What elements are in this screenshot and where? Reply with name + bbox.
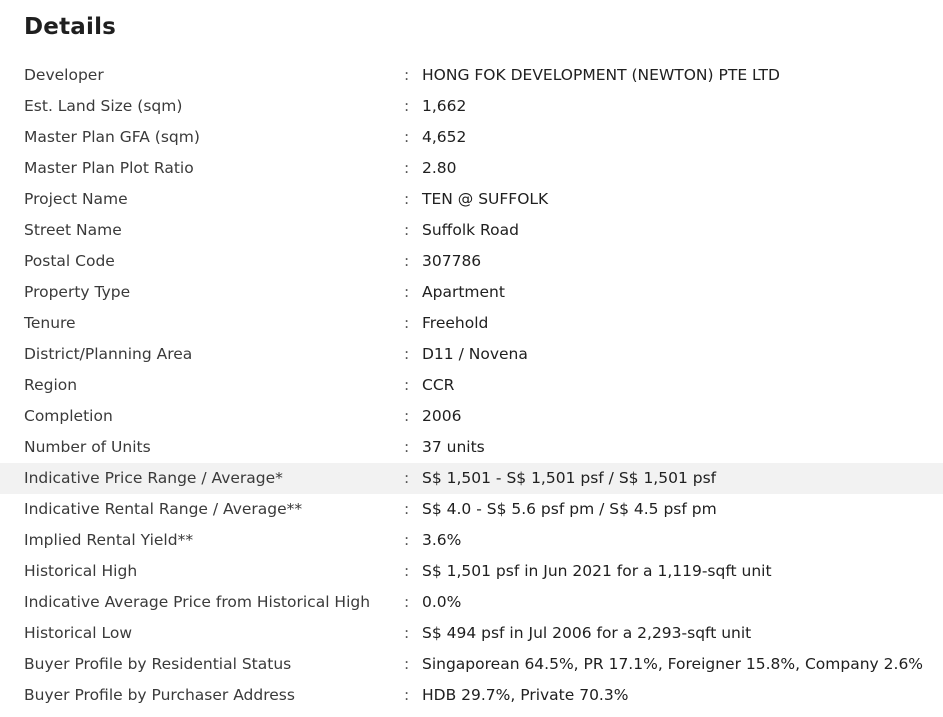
detail-row [0, 246, 943, 277]
detail-label: Indicative Price Range / Average* [24, 469, 283, 487]
detail-row [0, 556, 943, 587]
detail-label: Developer [24, 66, 104, 84]
detail-label: Project Name [24, 190, 128, 208]
detail-row [0, 122, 943, 153]
detail-value: Apartment [422, 283, 505, 301]
detail-row [0, 432, 943, 463]
detail-separator: : [404, 531, 410, 549]
detail-separator: : [404, 221, 410, 239]
detail-separator: : [404, 655, 410, 673]
detail-row [0, 153, 943, 184]
detail-separator: : [404, 97, 410, 115]
detail-row [0, 370, 943, 401]
detail-row [0, 401, 943, 432]
detail-label: Number of Units [24, 438, 151, 456]
detail-separator: : [404, 283, 410, 301]
detail-row [0, 308, 943, 339]
detail-row [0, 277, 943, 308]
detail-row [0, 215, 943, 246]
detail-row [0, 618, 943, 649]
detail-value: Suffolk Road [422, 221, 519, 239]
detail-separator: : [404, 252, 410, 270]
detail-row [0, 91, 943, 122]
detail-value: 4,652 [422, 128, 467, 146]
detail-value: CCR [422, 376, 455, 394]
detail-label: Property Type [24, 283, 131, 301]
detail-separator: : [404, 438, 410, 456]
detail-value: HDB 29.7%, Private 70.3% [422, 686, 629, 704]
detail-label: Region [24, 376, 78, 394]
detail-row [0, 184, 943, 215]
detail-value: S$ 1,501 - S$ 1,501 psf / S$ 1,501 psf [422, 469, 717, 487]
detail-label: Implied Rental Yield** [24, 531, 194, 549]
detail-row [0, 649, 943, 680]
detail-row [0, 60, 943, 91]
detail-value: S$ 494 psf in Jul 2006 for a 2,293-sqft unit [422, 624, 752, 642]
detail-label: Street Name [24, 221, 122, 239]
detail-separator: : [404, 407, 410, 425]
detail-value: S$ 4.0 - S$ 5.6 psf pm / S$ 4.5 psf pm [422, 500, 717, 518]
detail-separator: : [404, 624, 410, 642]
detail-separator: : [404, 686, 410, 704]
detail-separator: : [404, 159, 410, 177]
detail-label: Est. Land Size (sqm) [24, 97, 183, 115]
detail-value: 307786 [422, 252, 482, 270]
details-table [0, 60, 943, 711]
detail-label: Historical High [24, 562, 138, 580]
detail-value: S$ 1,501 psf in Jun 2021 for a 1,119-sqft unit [422, 562, 772, 580]
detail-separator: : [404, 376, 410, 394]
detail-value: Singaporean 64.5%, PR 17.1%, Foreigner 15.8%, Company 2.6% [422, 655, 924, 673]
detail-label: Buyer Profile by Purchaser Address [24, 686, 295, 704]
details-title: Details [24, 14, 117, 40]
detail-value: 37 units [422, 438, 485, 456]
detail-label: Historical Low [24, 624, 133, 642]
detail-row [0, 525, 943, 556]
detail-separator: : [404, 593, 410, 611]
detail-value: Freehold [422, 314, 489, 332]
detail-label: Buyer Profile by Residential Status [24, 655, 292, 673]
detail-label: Postal Code [24, 252, 115, 270]
detail-separator: : [404, 66, 410, 84]
detail-value: 0.0% [422, 593, 462, 611]
detail-label: Indicative Average Price from Historical High [24, 593, 371, 611]
detail-label: Tenure [24, 314, 76, 332]
detail-separator: : [404, 500, 410, 518]
detail-label: Master Plan Plot Ratio [24, 159, 194, 177]
detail-row [0, 680, 943, 711]
detail-label: Indicative Rental Range / Average** [24, 500, 303, 518]
detail-separator: : [404, 190, 410, 208]
detail-separator: : [404, 128, 410, 146]
detail-value: 2.80 [422, 159, 457, 177]
detail-row [0, 587, 943, 618]
detail-separator: : [404, 345, 410, 363]
detail-label: District/Planning Area [24, 345, 193, 363]
detail-label: Master Plan GFA (sqm) [24, 128, 200, 146]
detail-row [0, 339, 943, 370]
detail-separator: : [404, 314, 410, 332]
detail-value: 1,662 [422, 97, 467, 115]
detail-value: HONG FOK DEVELOPMENT (NEWTON) PTE LTD [422, 66, 780, 84]
detail-value: D11 / Novena [422, 345, 528, 363]
detail-row [0, 494, 943, 525]
detail-separator: : [404, 469, 410, 487]
detail-label: Completion [24, 407, 113, 425]
detail-value: 3.6% [422, 531, 462, 549]
detail-separator: : [404, 562, 410, 580]
detail-value: TEN @ SUFFOLK [422, 190, 549, 208]
detail-value: 2006 [422, 407, 462, 425]
detail-row [0, 463, 943, 494]
